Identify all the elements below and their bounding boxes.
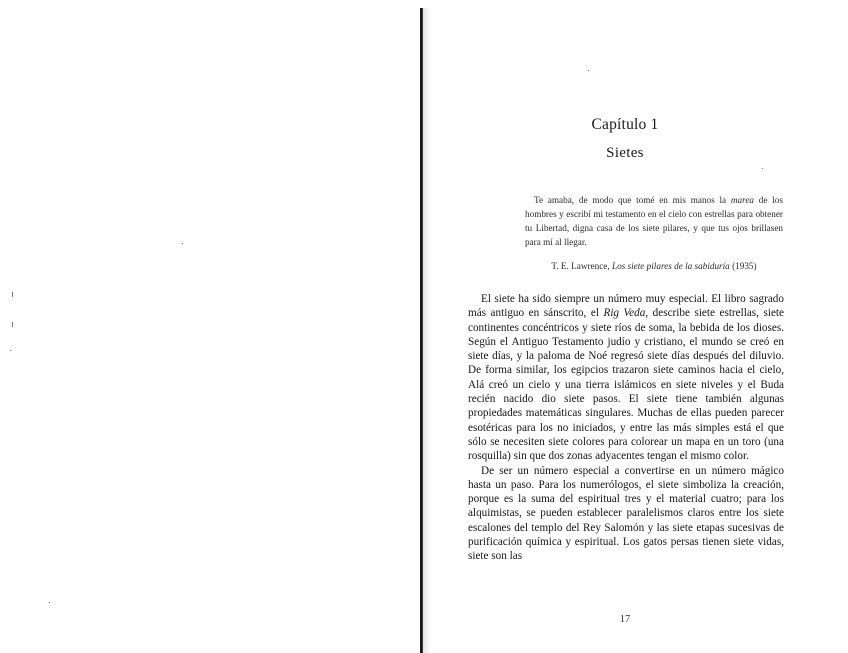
scan-speck <box>588 70 589 71</box>
epigraph-attribution <box>525 259 783 273</box>
paragraph-italic: Rig Veda <box>603 307 646 320</box>
body-text <box>468 292 784 564</box>
attribution-year: (1935) <box>729 261 757 271</box>
scan-speck <box>182 243 183 244</box>
scan-speck <box>762 168 763 169</box>
epigraph <box>525 193 783 249</box>
chapter-title: Sietes <box>606 145 644 161</box>
scan-speck <box>12 292 13 297</box>
epigraph-text-cont: de los hombres y escribí mi testamento en el cielo con estrellas para obtener tu Libertad, digna casa de los siete pilares, y que tus ojos brillasen para mí al llegar. <box>525 195 783 247</box>
chapter-label: Capítulo 1 <box>591 116 659 133</box>
scan-speck <box>49 602 50 603</box>
attribution-author: T. E. Lawrence, <box>551 261 612 271</box>
attribution-work: Los siete pilares de la sabiduría <box>611 261 730 271</box>
epigraph-text: Te amaba, de modo que tomé en mis manos la <box>534 195 731 205</box>
epigraph-italic: marea <box>730 195 755 205</box>
paragraph: De ser un número especial a convertirse en un número mágico hasta un paso. Para los numerólogos, el siete simboliza la creación, porque es la suma del espiritual tres y el material cuatro; para los alquimistas, se pueden establecer paralelismos claros entre los siete escalones del templo del Rey Salomón y las siete etapas sucesivas de purificación química y espiritual. Los gatos persas tienen siete vidas, siete son las <box>468 464 784 563</box>
scan-speck <box>10 350 11 351</box>
paragraph-text: El siete ha sido siempre un número muy especial. El libro sagrado más antiguo en sánscrito, el <box>468 293 784 320</box>
paragraph <box>468 292 784 464</box>
paragraph-text-cont: , describe siete estrellas, siete continentes concéntricos y siete ríos de soma, la bebida de los dioses. Según el Antiguo Testamento judío y cristiano, el mundo se creó en siete días, y la paloma de Noé regresó siete días después del diluvio. De forma similar, los egipcios trazaron siete caminos hacia el cielo, Alá creó un cielo y una tierra islámicos en siete niveles y el Buda recién nacido dio siete pasos. El siete tiene también algunas propiedades matemáticas singulares. Muchas de ellas pueden parecer esotéricas para los no iniciados, y entre las más simples está el que sólo se necesiten siete colores para colorear un mapa en un toro (una rosquilla) sin que dos zonas adyacentes tengan el mismo color. <box>468 307 784 463</box>
spine-shadow <box>423 8 431 653</box>
scan-speck <box>12 322 13 327</box>
page-number: 17 <box>619 614 631 625</box>
